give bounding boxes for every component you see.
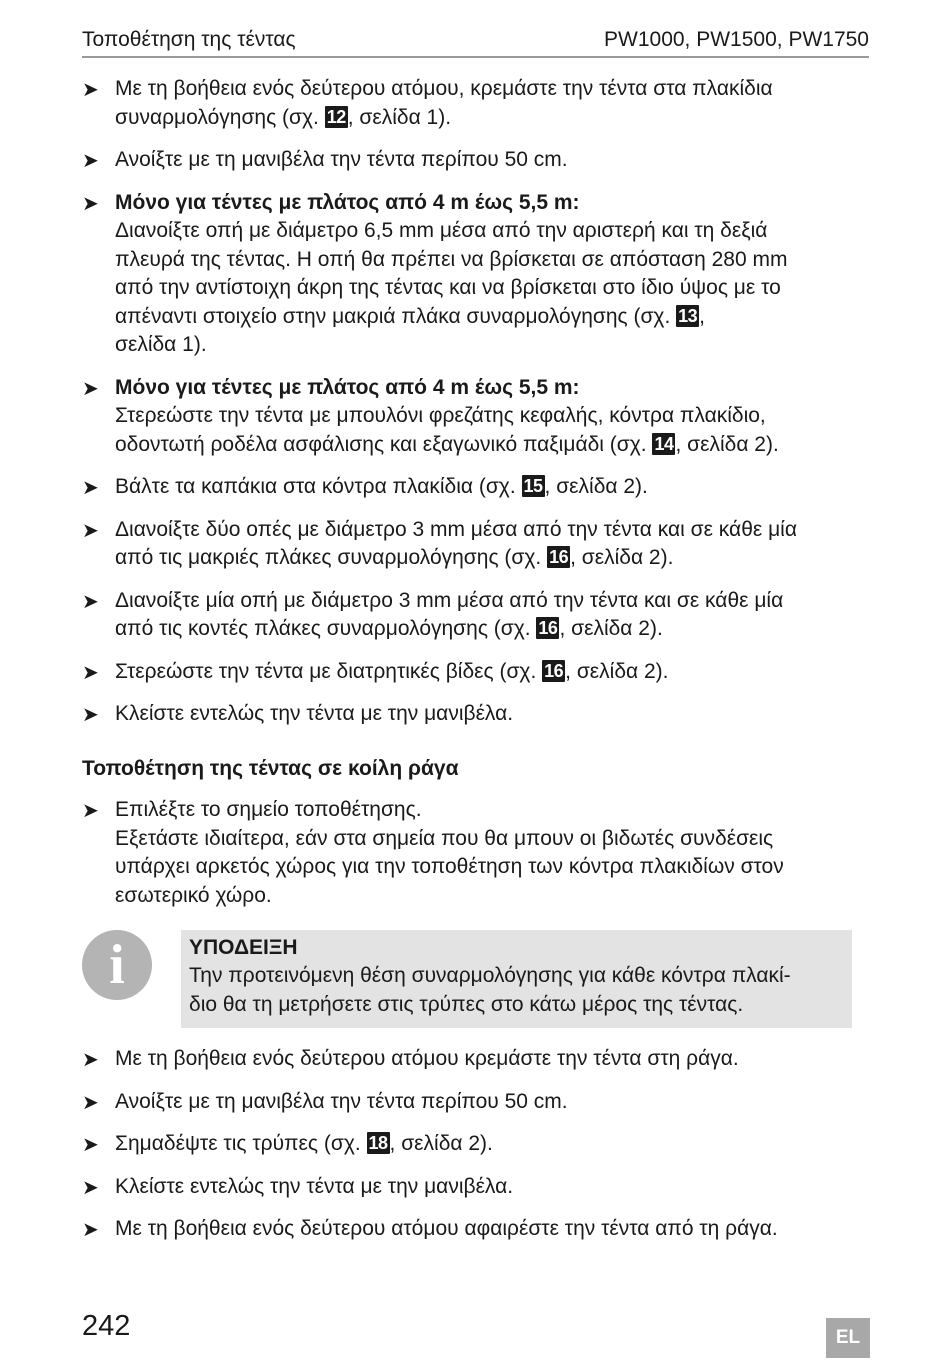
figure-ref-badge: 16 — [538, 618, 558, 638]
header-chapter-title: Τοποθέτηση της τέντας — [82, 28, 296, 51]
step-text: Διανοίξτε οπή με διάμετρο 6,5 mm μέσα από την αριστερή και τη δεξιά — [115, 219, 768, 242]
info-icon: i — [82, 930, 152, 1000]
step-text: Ανοίξτε με τη μανιβέλα την τέντα περίπου 50 cm. — [115, 1089, 568, 1113]
note-text: Την προτεινόμενη θέση συναρμολόγησης για κάθε κόντρα πλακί- — [189, 964, 791, 987]
figure-ref-badge: 12 — [326, 106, 346, 127]
arrow-bullet-icon: ➤ — [82, 519, 99, 542]
arrow-bullet-icon: ➤ — [82, 79, 99, 101]
step-text: Εξετάστε ιδιαίτερα, εάν στα σημεία που θα μπουν οι βιδωτές συνδέσεις — [115, 826, 774, 850]
step-item — [82, 658, 872, 687]
step-text: Στερεώστε την τέντα με διατρητικές βίδες (σχ. 16, σελίδα 2). — [115, 659, 669, 683]
step-item — [82, 516, 872, 573]
note-callout — [82, 930, 870, 1028]
figure-ref-badge: 13 — [678, 305, 698, 326]
step-item — [82, 146, 872, 175]
step-text: Διανοίξτε μία οπή με διάμετρο 3 mm μέσα από την τέντα και σε κάθε μία — [115, 588, 784, 612]
step-text: σελίδα 1). — [115, 333, 207, 356]
arrow-bullet-icon: ➤ — [82, 590, 99, 613]
figure-ref-badge: 18 — [368, 1133, 388, 1153]
arrow-bullet-icon: ➤ — [82, 477, 99, 499]
arrow-bullet-icon: ➤ — [82, 1176, 99, 1199]
figure-ref-badge: 16 — [544, 660, 564, 681]
arrow-bullet-icon: ➤ — [82, 704, 99, 726]
arrow-bullet-icon: ➤ — [82, 800, 99, 822]
step-item — [82, 1045, 872, 1074]
step-text: Κλείστε εντελώς την τέντα με την μανιβέλα. — [115, 1174, 514, 1198]
steps-list-2 — [82, 1045, 872, 1258]
note-box — [181, 930, 852, 1028]
note-title: ΥΠΟΔΕΙΞΗ — [189, 936, 298, 959]
header-model-list: PW1000, PW1500, PW1750 — [604, 28, 869, 51]
section-step-list — [82, 796, 872, 924]
step-text: Κλείστε εντελώς την τέντα με την μανιβέλα. — [115, 702, 514, 725]
figure-ref-badge: 15 — [523, 476, 543, 496]
step-item — [82, 700, 872, 729]
step-text: από τις κοντές πλάκες συναρμολόγησης (σχ. 16, σελίδα 2). — [115, 617, 663, 640]
step-item — [82, 189, 872, 360]
step-item — [82, 1088, 872, 1117]
step-text: Με τη βοήθεια ενός δεύτερου ατόμου κρεμάστε την τέντα στη ράγα. — [115, 1047, 739, 1070]
step-text: εσωτερικό χώρο. — [115, 883, 272, 907]
figure-ref-badge: 16 — [549, 547, 569, 567]
step-text: υπάρχει αρκετός χώρος για την τοποθέτηση των κόντρα πλακιδίων στον — [115, 855, 784, 878]
step-item — [82, 75, 872, 132]
step-text: απέναντι στοιχείο στην μακριά πλάκα συναρμολόγησης (σχ. 13, — [115, 304, 705, 328]
step-item — [82, 374, 872, 460]
step-text: οδοντωτή ροδέλα ασφάλισης και εξαγωνικό παξιμάδι (σχ. 14, σελίδα 2). — [115, 432, 779, 456]
step-heading: Μόνο για τέντες με πλάτος από 4 m έως 5,5 m: — [115, 190, 580, 214]
steps-list-1 — [82, 75, 872, 743]
step-text: από την αντίστοιχη άκρη της τέντας και να βρίσκεται στο ίδιο ύψος με το — [115, 276, 781, 299]
language-badge: EL — [826, 1318, 870, 1358]
step-text: Σημαδέψτε τις τρύπες (σχ. 18, σελίδα 2). — [115, 1132, 493, 1155]
figure-ref-badge: 14 — [654, 433, 674, 454]
step-text: από τις μακριές πλάκες συναρμολόγησης (σχ. 16, σελίδα 2). — [115, 546, 674, 569]
arrow-bullet-icon: ➤ — [82, 1049, 99, 1071]
section-heading: Τοποθέτηση της τέντας σε κοίλη ράγα — [82, 757, 459, 780]
arrow-bullet-icon: ➤ — [82, 377, 99, 400]
step-item — [82, 473, 872, 502]
step-item — [82, 1173, 872, 1202]
note-text: διο θα τη μετρήσετε στις τρύπες στο κάτω μέρος της τέντας. — [189, 992, 744, 1016]
step-item — [82, 796, 872, 910]
arrow-bullet-icon: ➤ — [82, 150, 99, 172]
step-heading: Μόνο για τέντες με πλάτος από 4 m έως 5,5 m: — [115, 375, 580, 399]
step-text: Διανοίξτε δύο οπές με διάμετρο 3 mm μέσα από την τέντα και σε κάθε μία — [115, 517, 797, 541]
step-text: Στερεώστε την τέντα με μπουλόνι φρεζάτης κεφαλής, κόντρα πλακίδιο, — [115, 404, 766, 427]
step-item — [82, 1130, 872, 1159]
step-text: Με τη βοήθεια ενός δεύτερου ατόμου αφαιρέστε την τέντα από τη ράγα. — [115, 1217, 778, 1240]
step-item — [82, 587, 872, 644]
arrow-bullet-icon: ➤ — [82, 1091, 99, 1114]
step-text: Με τη βοήθεια ενός δεύτερου ατόμου, κρεμάστε την τέντα στα πλακίδια — [115, 77, 773, 100]
step-text: Ανοίξτε με τη μανιβέλα την τέντα περίπου 50 cm. — [115, 148, 568, 171]
arrow-bullet-icon: ➤ — [82, 661, 99, 684]
page-header — [82, 26, 869, 58]
page-number: 242 — [82, 1310, 131, 1342]
step-text: Επιλέξτε το σημείο τοποθέτησης. — [115, 798, 422, 821]
step-text: πλευρά της τέντας. Η οπή θα πρέπει να βρίσκεται σε απόσταση 280 mm — [115, 247, 788, 271]
step-item — [82, 1215, 872, 1244]
step-text: Βάλτε τα καπάκια στα κόντρα πλακίδια (σχ. 15, σελίδα 2). — [115, 475, 648, 498]
step-text: συναρμολόγησης (σχ. 12, σελίδα 1). — [115, 105, 452, 129]
arrow-bullet-icon: ➤ — [82, 1134, 99, 1156]
arrow-bullet-icon: ➤ — [82, 1219, 99, 1241]
arrow-bullet-icon: ➤ — [82, 192, 99, 215]
